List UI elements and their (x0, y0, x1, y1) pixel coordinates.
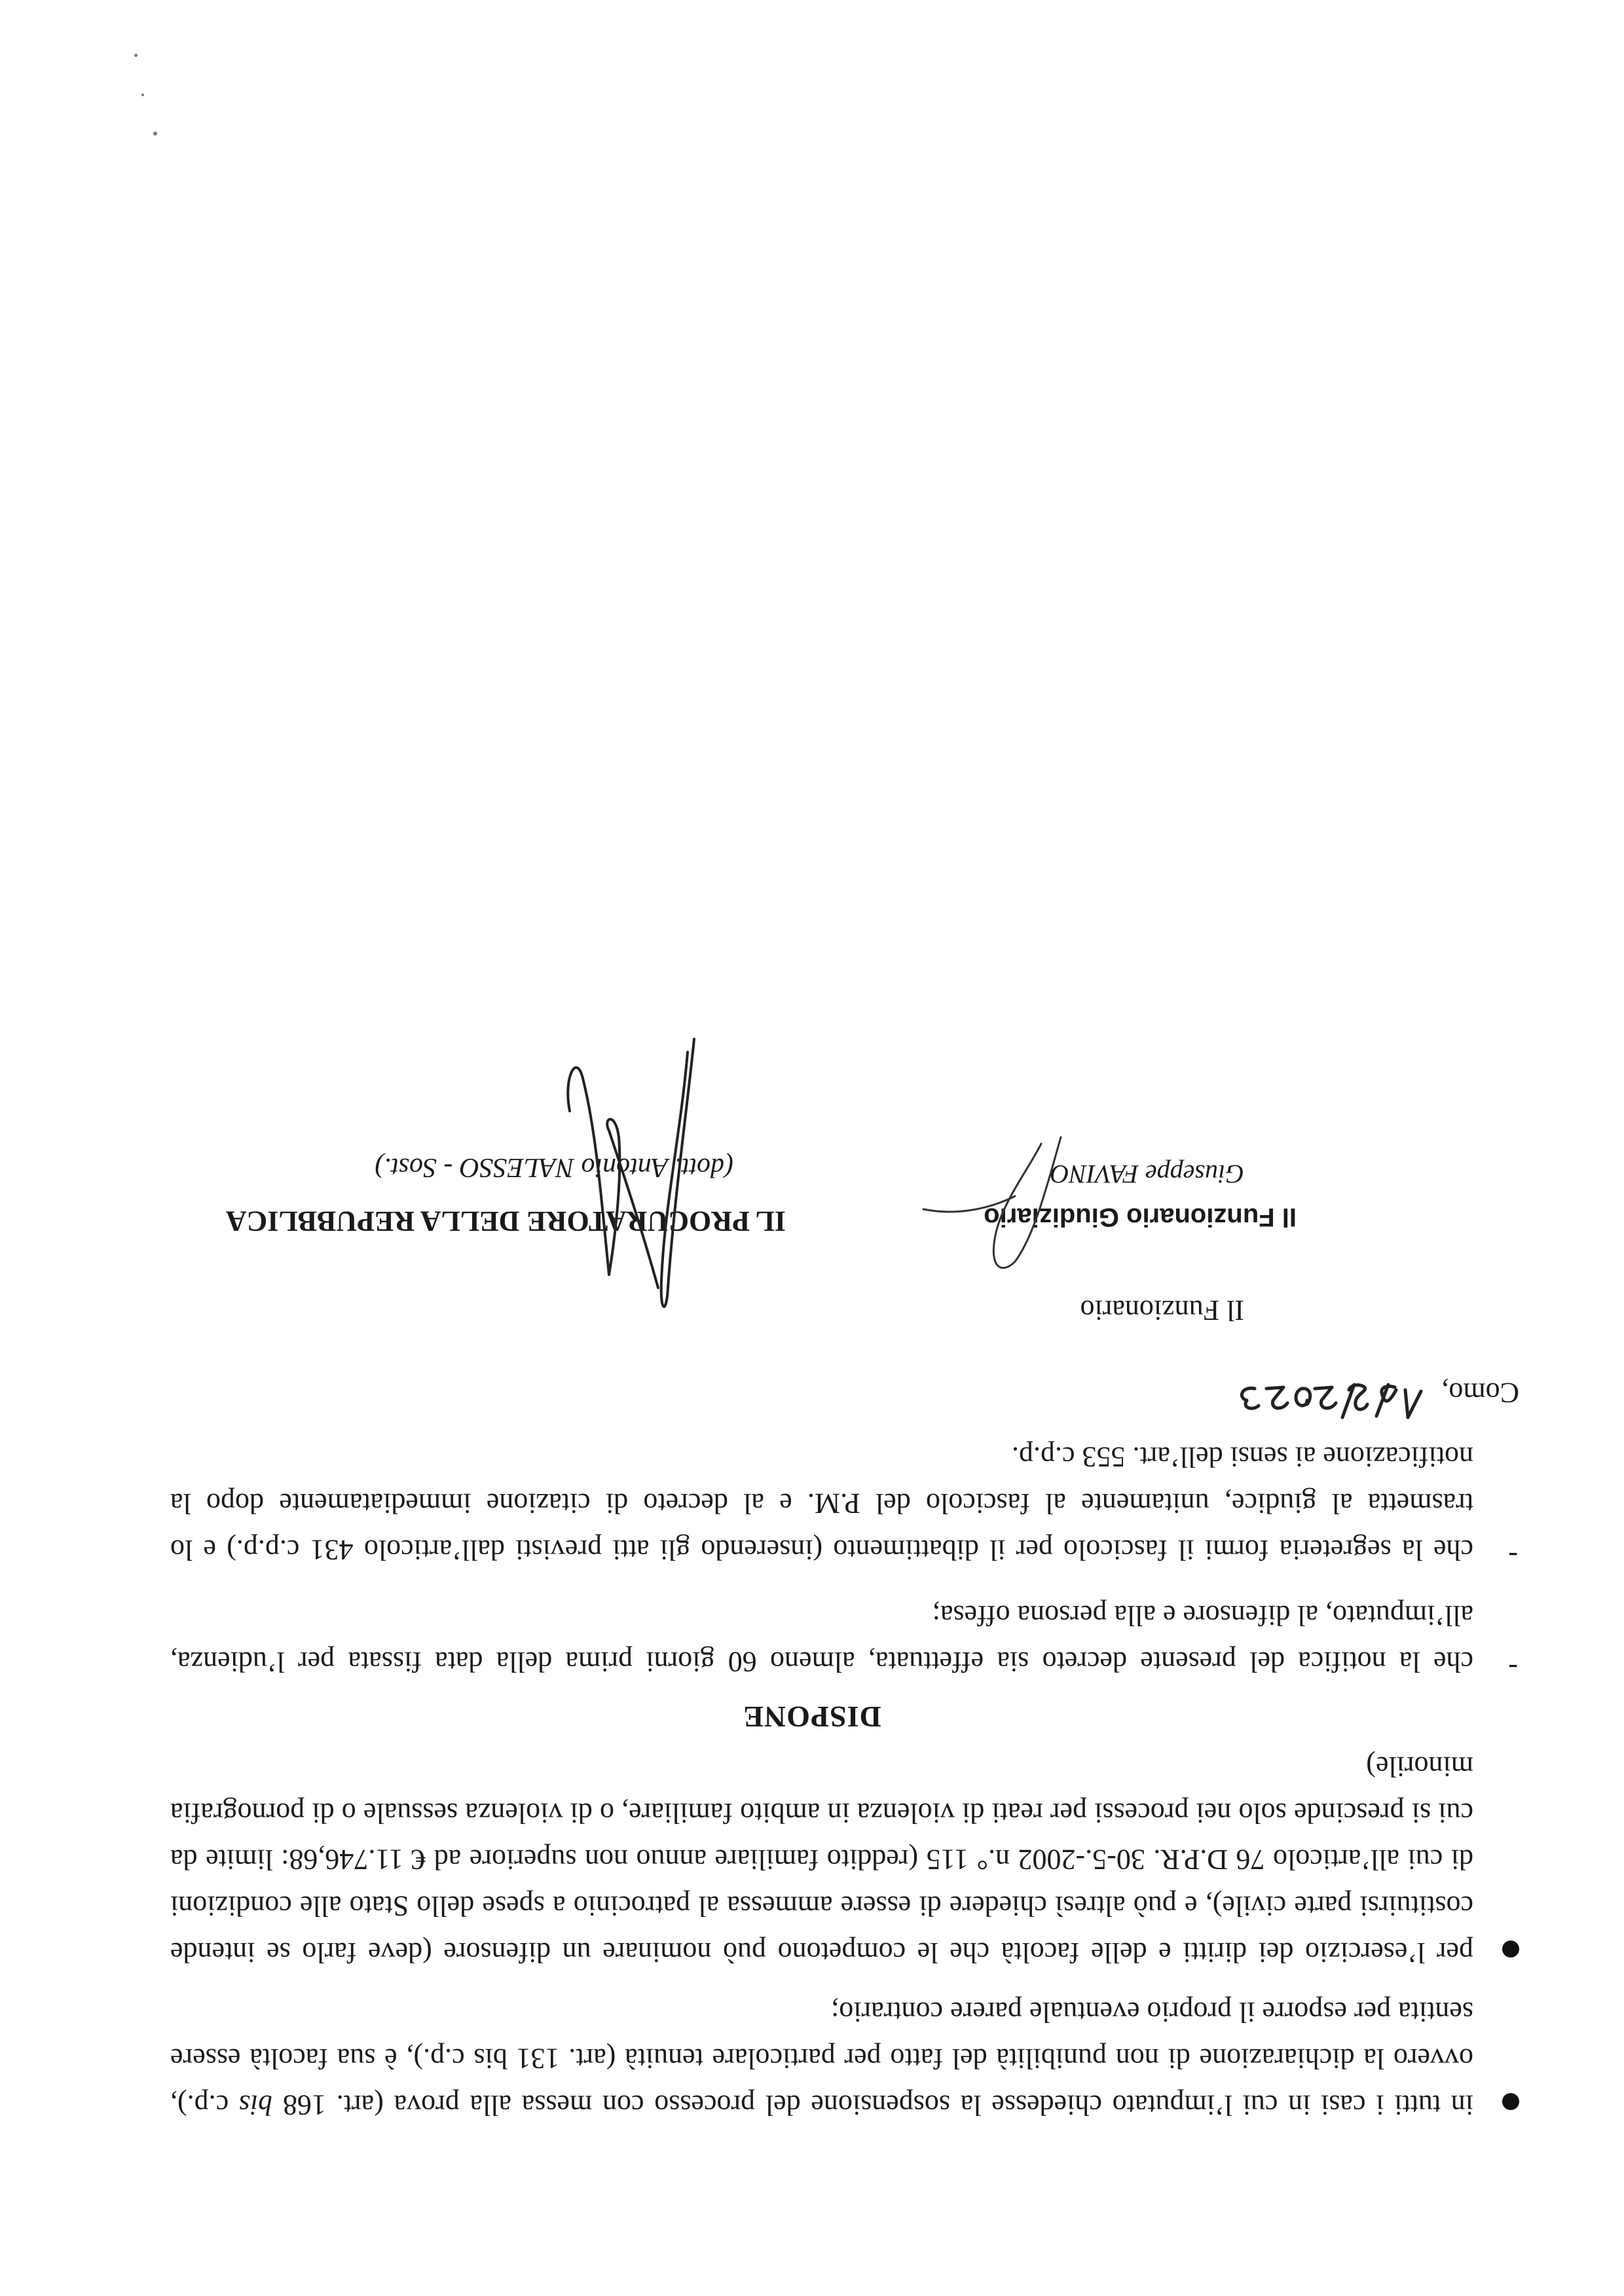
procuratore-signature (498, 1019, 773, 1327)
bullet-marker (1502, 1941, 1519, 1958)
dash-marker: - (1508, 1652, 1518, 1685)
bullet-item-1 (170, 1989, 1473, 2128)
funzionario-label: Il Funzionario (1080, 1294, 1244, 1326)
dispone-item-1: che la notifica del presente decreto sia effettuata, almeno 60 giorni prima della data fissata per l’udienza, all’imputato, al difensore e alla persona offesa; (170, 1599, 1473, 1678)
dash-marker: - (1508, 1540, 1518, 1573)
handwritten-date-drawing (1166, 1372, 1428, 1430)
dispone-item-2: che la segreteria formi il fascicolo per il dibattimento (inserendo gli atti previsti dall’articolo 431 c.p.p.) e lo trasmetta al giudice, unitamente al fascicolo del P.M. e al decreto di citazione immediatamente dopo la notificazione ai sensi dell’art. 553 c.p.p. (170, 1441, 1473, 1566)
scan-speck (141, 94, 144, 96)
bullet-item-1-text-b: c.p.), ovvero la dichiarazione di non punibilità del fatto per particolare tenuità (art. 131 bis c.p.), è sua facoltà essere sentita per esporre il proprio eventuale parere contrario; (170, 1996, 1473, 2121)
place-label: Como, (1441, 1377, 1519, 1409)
bullet-marker (1502, 2093, 1519, 2110)
signatory-title: IL PROCURATORE DELLA REPUBBLICA (225, 1205, 786, 1237)
handwritten-date (1166, 1372, 1428, 1430)
section-heading: DISPONE (743, 1700, 881, 1734)
bullet-item-2: per l’esercizio dei diritti e delle facoltà che le competono può nominare un difensore (deve farlo se intende costituirsi parte civile), e può altresì chiedere di essere ammessa al patrocinio a spese dello Stato alle condizioni di cui all’articolo 76 D.P.R. 30-5.-2002 n.° 115 (reddito familiare annuo non superiore ad € 11.746,68: limite da cui si prescinde solo nei processi per reati di violenza in ambito familiare, o di violenza sessuale o di pornografia minorile) (170, 1751, 1473, 1969)
bullet-item-1-text-a: in tutti i casi in cui l’imputato chiedesse la sospensione del processo con messa alla prova (art. 168 (272, 2089, 1473, 2121)
stamp-title: Il Funzionario Giudiziario (984, 1203, 1297, 1231)
funzionario-signature (891, 1124, 1087, 1275)
funzionario-signature-drawing (891, 1124, 1087, 1275)
scan-speck (153, 132, 157, 136)
scan-speck (134, 54, 138, 57)
signatory-name: (dott. Antonio NALESSO - Sost.) (375, 1152, 733, 1182)
procuratore-signature-drawing (498, 1019, 773, 1327)
stamp-name: Giuseppe FAVINO (1050, 1159, 1244, 1189)
bullet-item-1-em: bis (238, 2089, 273, 2121)
